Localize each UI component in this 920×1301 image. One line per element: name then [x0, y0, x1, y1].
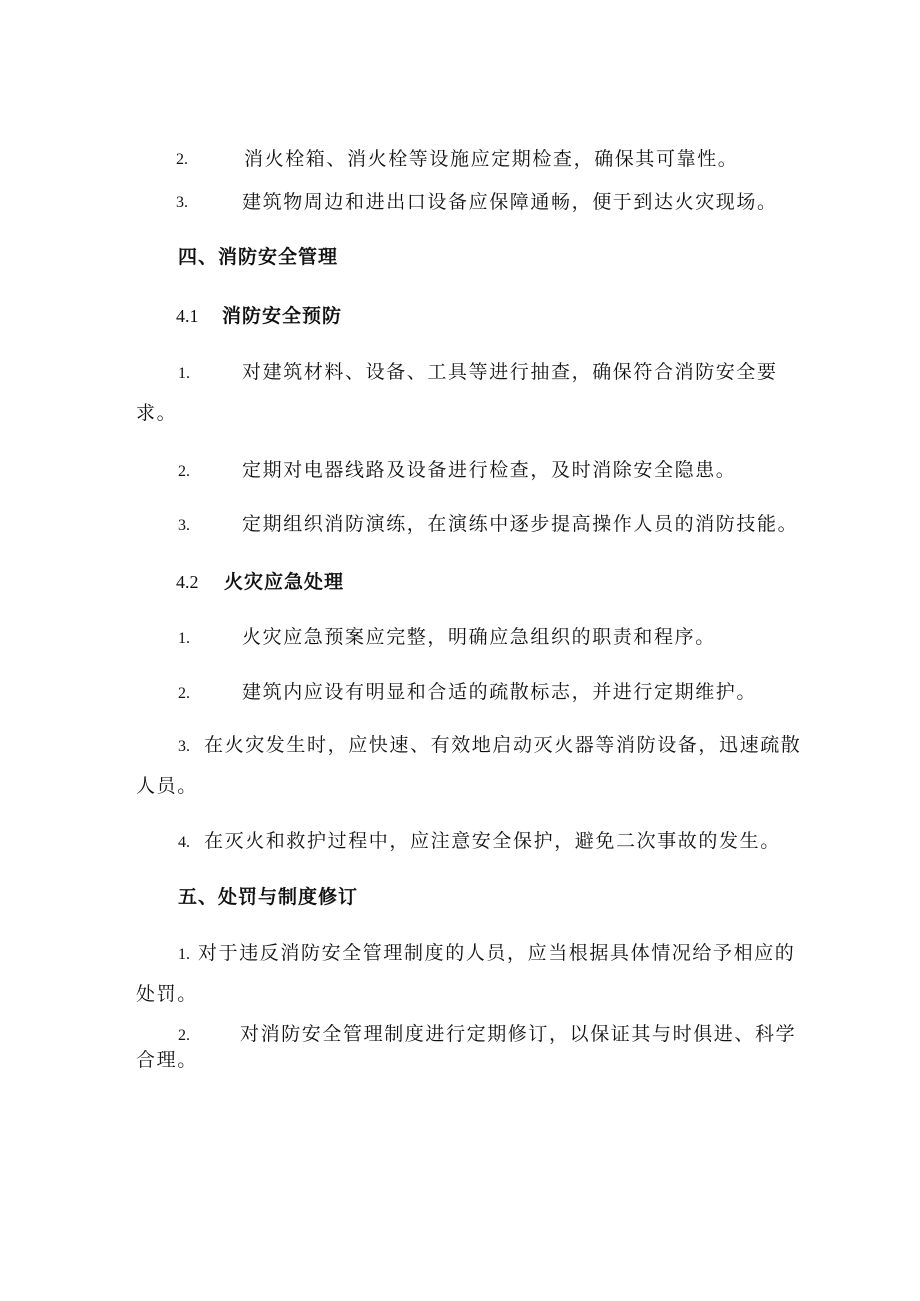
subsection-number: 4.1 [176, 306, 199, 326]
list-item-text: 消火栓箱、消火栓等设施应定期检查，确保其可靠性。 [244, 148, 739, 170]
list-item-text: 建筑物周边和进出口设备应保障通畅，便于到达火灾现场。 [242, 191, 778, 213]
list-item-continuation: 处罚。 [136, 983, 198, 1005]
list-item-text: 火灾应急预案应完整，明确应急组织的职责和程序。 [242, 626, 716, 648]
list-item-number: 3. [178, 738, 190, 755]
list-item-number: 3. [176, 194, 188, 211]
list-item-number: 2. [178, 685, 190, 702]
list-item-text: 对建筑材料、设备、工具等进行抽查，确保符合消防安全要 [242, 361, 778, 383]
list-item-number: 2. [178, 1027, 190, 1044]
list-item-number: 1. [178, 365, 190, 382]
subsection-title: 消防安全预防 [222, 305, 343, 327]
list-item-continuation: 求。 [136, 402, 178, 424]
list-item-text: 在灭火和救护过程中，应注意安全保护，避免二次事故的发生。 [204, 830, 781, 852]
list-item-number: 2. [176, 151, 188, 168]
list-item-continuation: 人员。 [136, 775, 198, 797]
list-item-number: 1. [178, 946, 190, 963]
section-heading: 四、消防安全管理 [178, 246, 339, 268]
list-item-number: 4. [178, 834, 190, 851]
subsection-title: 火灾应急处理 [224, 571, 345, 593]
list-item-text: 在火灾发生时，应快速、有效地启动灭火器等消防设备，迅速疏散 [204, 734, 802, 756]
list-item-number: 2. [178, 463, 190, 480]
list-item-text: 对消防安全管理制度进行定期修订，以保证其与时俱进、科学 [240, 1023, 797, 1045]
list-item-number: 3. [178, 517, 190, 534]
list-item-text: 建筑内应设有明显和合适的疏散标志，并进行定期维护。 [242, 681, 758, 703]
section-heading: 五、处罚与制度修订 [178, 886, 359, 908]
list-item-text: 定期组织消防演练，在演练中逐步提高操作人员的消防技能。 [242, 513, 799, 535]
list-item-number: 1. [178, 630, 190, 647]
list-item-text: 对于违反消防安全管理制度的人员，应当根据具体情况给予相应的 [198, 942, 796, 964]
list-item-continuation: 合理。 [136, 1049, 198, 1071]
subsection-number: 4.2 [176, 572, 199, 592]
list-item-text: 定期对电器线路及设备进行检查，及时消除安全隐患。 [242, 459, 737, 481]
